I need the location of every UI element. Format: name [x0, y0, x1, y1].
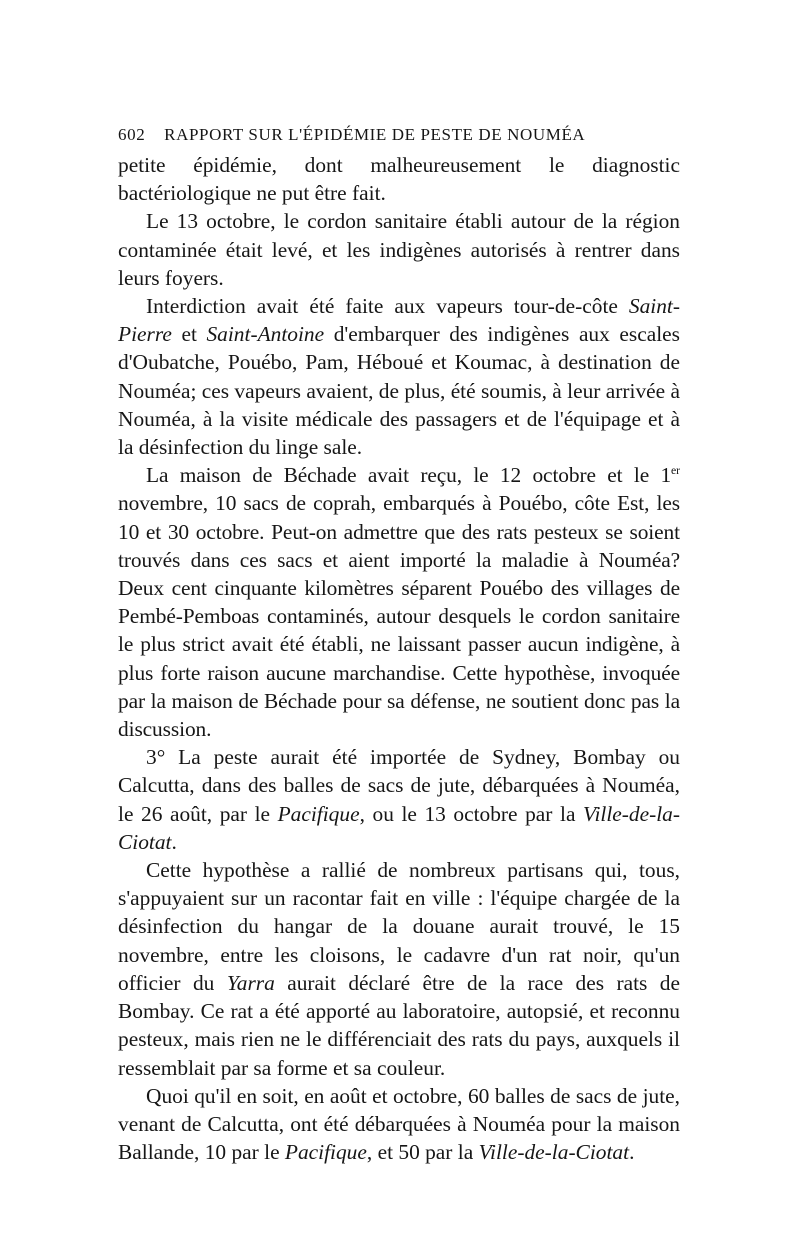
ship-name-saint-pierre: Saint-Pierre — [118, 294, 680, 347]
ship-name-ville-de-la-ciotat-2: Ville-de-la-Ciotat — [478, 1140, 630, 1165]
paragraph-5-text-a: 3° La peste aurait été importée de Sydney, Bombay ou Calcutta, dans des balles de sacs de jute, débarquées à Nouméa, le 26 août, par le — [118, 745, 680, 826]
page-number: 602 — [118, 125, 146, 144]
paragraph-3-text-c: d'embarquer des indigènes aux escales d'Oubatche, Pouébo, Pam, Héboué et Koumac, à destination de Nouméa; ces vapeurs avaient, de plus, été soumis, à leur arrivée à Nouméa, à la visite médicale des passagers et de l'équipage et à la désinfection du linge sale. — [118, 322, 680, 460]
paragraph-5-text-b: , ou le 13 octobre par la — [359, 801, 583, 826]
paragraph-6-text-b: aurait déclaré être de la race des rats de Bombay. Ce rat a été apporté au laboratoire, autopsié, et reconnu pesteux, mais rien ne le différenciait des rats du pays, auxquels il ressemblait par sa forme et sa couleur. — [118, 970, 680, 1080]
ship-name-pacifique-2: Pacifique — [284, 1140, 367, 1165]
paragraph-2 — [118, 207, 680, 292]
ship-name-pacifique: Pacifique — [277, 801, 360, 826]
paragraph-7-text-a: Quoi qu'il en soit, en août et octobre, 60 balles de sacs de jute, venant de Calcutta, ont été débarquées à Nouméa pour la maison Ballande, 10 par le — [118, 1083, 680, 1165]
paragraph-4-text-a: La maison de Béchade avait reçu, le 12 octobre et le 1 — [146, 463, 672, 488]
paragraph-2-text: Le 13 octobre, le cordon sanitaire établi autour de la région contaminée était levé, et les indigènes autorisés à rentrer dans leurs foyers. — [118, 209, 680, 290]
paragraph-3-text-b: et — [171, 322, 207, 347]
paragraph-7 — [118, 1082, 680, 1167]
paragraph-1 — [118, 151, 680, 207]
ship-name-saint-antoine: Saint-Antoine — [206, 322, 325, 347]
body-text — [118, 151, 680, 1166]
running-header — [118, 125, 680, 145]
superscript-er: er — [671, 464, 680, 478]
paragraph-6 — [118, 856, 680, 1082]
paragraph-5-text-c: . — [171, 829, 177, 854]
paragraph-3 — [118, 292, 680, 461]
ship-name-yarra: Yarra — [226, 970, 275, 995]
paragraph-4 — [118, 461, 680, 743]
paragraph-1-text: petite épidémie, dont malheureusement le diagnostic bactériologique ne put être fait. — [118, 153, 680, 206]
paragraph-6-text-a: Cette hypothèse a rallié de nombreux partisans qui, tous, s'appuyaient sur un racontar fait en ville : l'équipe chargée de la désinfection du hangar de la douane aurait trouvé, le 15 novembre, entre les cloisons, le cadavre d'un rat noir, qu'un officier du — [118, 858, 680, 995]
running-title: RAPPORT SUR L'ÉPIDÉMIE DE PESTE DE NOUMÉA — [164, 125, 586, 144]
ship-name-ville-de-la-ciotat: Ville-de-la-Ciotat — [118, 801, 680, 854]
paragraph-5 — [118, 743, 680, 856]
paragraph-7-text-c: . — [629, 1140, 635, 1165]
paragraph-4-text-b: novembre, 10 sacs de coprah, embarqués à Pouébo, côte Est, les 10 et 30 octobre. Peut-on admettre que des rats pesteux se soient trouvés dans ces sacs et aient importé la maladie à Nouméa? Deux cent cinquante kilomètres séparent Pouébo des villages de Pembé-Pemboas contaminés, autour desquels le cordon sanitaire le plus strict avait été établi, ne laissant passer aucun indigène, à plus forte raison aucune marchandise. Cette hypothèse, invoquée par la maison de Béchade pour sa défense, ne soutient donc pas la discussion. — [118, 491, 680, 742]
paragraph-7-text-b: , et 50 par la — [366, 1140, 479, 1165]
paragraph-3-text-a: Interdiction avait été faite aux vapeurs tour-de-côte — [146, 294, 629, 319]
